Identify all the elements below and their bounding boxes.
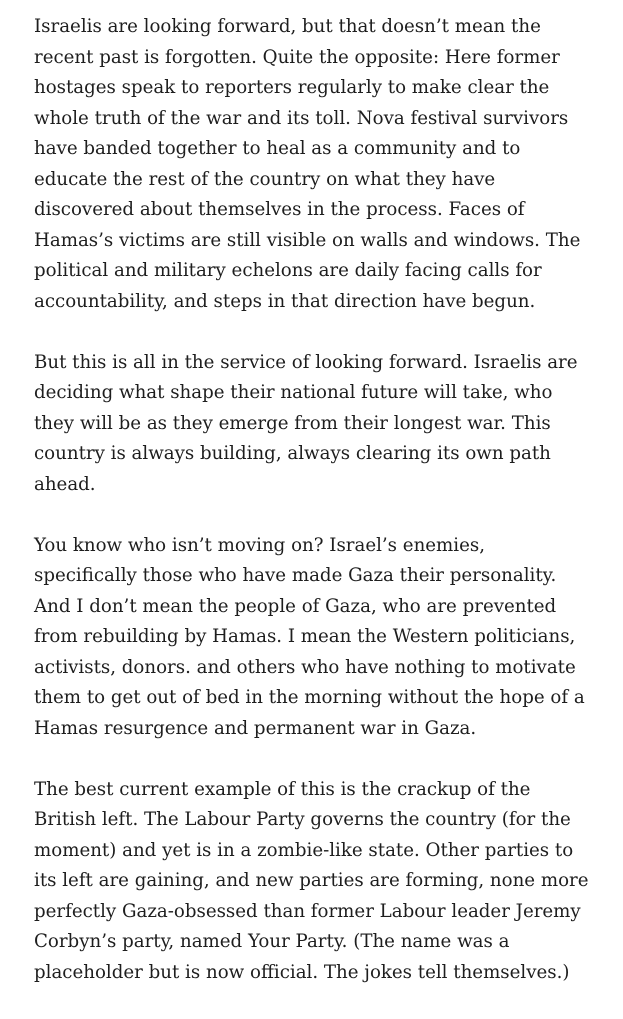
paragraph-line: The best current example of this is the crackup of the [34,778,531,800]
paragraph-line: And I don’t mean the people of Gaza, who are prevented [34,595,557,617]
paragraph-line: placeholder but is now official. The jokes tell themselves.) [34,961,570,983]
paragraph-line: educate the rest of the country on what they have [34,168,496,190]
paragraph-line: specifically those who have made Gaza their personality. [34,565,557,586]
paragraph-1 [34,12,614,317]
paragraph-line: accountability, and steps in that direction have begun. [34,290,536,312]
paragraph-2 [34,348,614,501]
paragraph-line: its left are gaining, and new parties are forming, none more [34,870,589,891]
paragraph-line: hostages speak to reporters regularly to make clear the [34,77,550,98]
article-body [34,12,614,1019]
paragraph-line: Israelis are looking forward, but that doesn’t mean the [34,16,541,37]
paragraph-line: Hamas’s victims are still visible on walls and windows. The [34,229,581,251]
paragraph-line: from rebuilding by Hamas. I mean the Western politicians, [34,626,576,647]
paragraph-line: whole truth of the war and its toll. Nova festival survivors [34,107,569,129]
paragraph-line: ahead. [34,473,96,495]
paragraph-4 [34,775,614,989]
paragraph-line: activists, donors. and others who have nothing to motivate [34,656,576,678]
paragraph-line: have banded together to heal as a community and to [34,138,521,159]
paragraph-line: country is always building, always clearing its own path [34,443,551,464]
paragraph-line: perfectly Gaza-obsessed than former Labour leader Jeremy [34,900,581,922]
paragraph-line: You know who isn’t moving on? Israel’s enemies, [34,534,485,556]
paragraph-line: Corbyn’s party, named Your Party. (The name was a [34,931,510,952]
paragraph-line: they will be as they emerge from their longest war. This [34,412,551,434]
paragraph-3 [34,531,614,745]
paragraph-line: But this is all in the service of looking forward. Israelis are [34,351,578,373]
paragraph-line: political and military echelons are daily facing calls for [34,260,542,281]
paragraph-line: deciding what shape their national future will take, who [34,382,553,403]
paragraph-line: them to get out of bed in the morning without the hope of a [34,687,585,708]
paragraph-line: British left. The Labour Party governs the country (for the [34,809,571,830]
paragraph-line: discovered about themselves in the process. Faces of [34,199,525,220]
paragraph-line: recent past is forgotten. Quite the opposite: Here former [34,46,560,68]
paragraph-line: Hamas resurgence and permanent war in Gaza. [34,717,477,739]
paragraph-line: moment) and yet is in a zombie-like state. Other parties to [34,839,574,861]
